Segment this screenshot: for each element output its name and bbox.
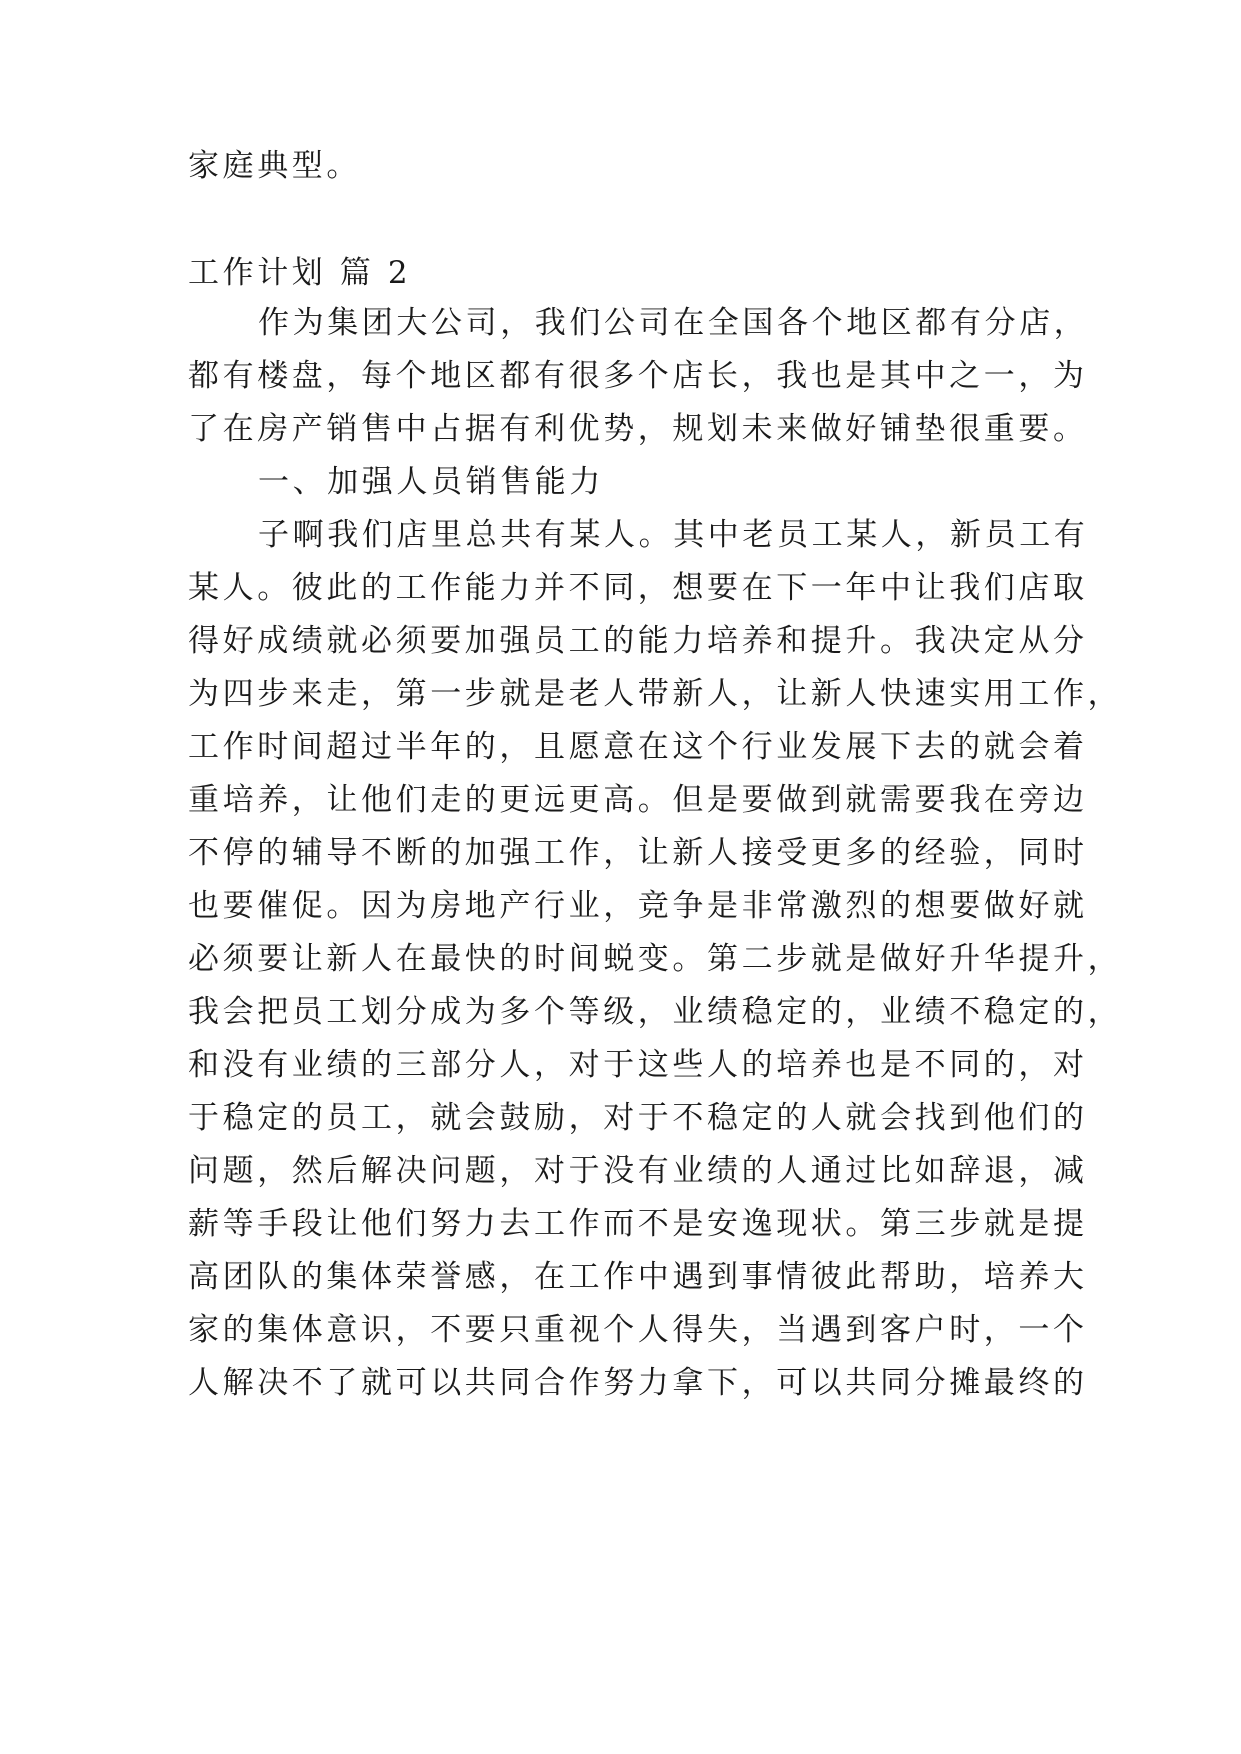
paragraph-line: 得好成绩就必须要加强员工的能力培养和提升。我决定从分 bbox=[188, 623, 1088, 659]
paragraph-line: 了在房产销售中占据有利优势，规划未来做好铺垫很重要。 bbox=[188, 411, 1088, 447]
paragraph-line: 我会把员工划分成为多个等级，业绩稳定的，业绩不稳定的， bbox=[188, 994, 1123, 1030]
text-line: 家庭典型。 bbox=[188, 148, 361, 184]
paragraph-line: 也要催促。因为房地产行业，竞争是非常激烈的想要做好就 bbox=[188, 888, 1088, 924]
paragraph-line: 高团队的集体荣誉感，在工作中遇到事情彼此帮助，培养大 bbox=[188, 1259, 1088, 1295]
paragraph-line: 为四步来走，第一步就是老人带新人，让新人快速实用工作， bbox=[188, 676, 1123, 712]
paragraph-line: 不停的辅导不断的加强工作，让新人接受更多的经验，同时 bbox=[188, 835, 1088, 871]
paragraph-line: 问题，然后解决问题，对于没有业绩的人通过比如辞退，减 bbox=[188, 1153, 1088, 1189]
paragraph-line: 工作时间超过半年的，且愿意在这个行业发展下去的就会着 bbox=[188, 729, 1088, 765]
paragraph-line: 薪等手段让他们努力去工作而不是安逸现状。第三步就是提 bbox=[188, 1206, 1088, 1242]
section-heading: 工作计划 篇 2 bbox=[188, 255, 412, 291]
paragraph-line: 子啊我们店里总共有某人。其中老员工某人，新员工有 bbox=[258, 517, 1089, 553]
paragraph-line: 某人。彼此的工作能力并不同，想要在下一年中让我们店取 bbox=[188, 570, 1088, 606]
subsection-heading: 一、加强人员销售能力 bbox=[258, 464, 604, 500]
paragraph-line: 都有楼盘，每个地区都有很多个店长，我也是其中之一，为 bbox=[188, 358, 1088, 394]
paragraph-line: 人解决不了就可以共同合作努力拿下，可以共同分摊最终的 bbox=[188, 1365, 1088, 1401]
paragraph-line: 作为集团大公司，我们公司在全国各个地区都有分店， bbox=[258, 305, 1089, 341]
paragraph-line: 必须要让新人在最快的时间蜕变。第二步就是做好升华提升， bbox=[188, 941, 1123, 977]
paragraph-line: 重培养，让他们走的更远更高。但是要做到就需要我在旁边 bbox=[188, 782, 1088, 818]
paragraph-line: 和没有业绩的三部分人，对于这些人的培养也是不同的，对 bbox=[188, 1047, 1088, 1083]
paragraph-line: 于稳定的员工，就会鼓励，对于不稳定的人就会找到他们的 bbox=[188, 1100, 1088, 1136]
paragraph-line: 家的集体意识，不要只重视个人得失，当遇到客户时，一个 bbox=[188, 1312, 1088, 1348]
